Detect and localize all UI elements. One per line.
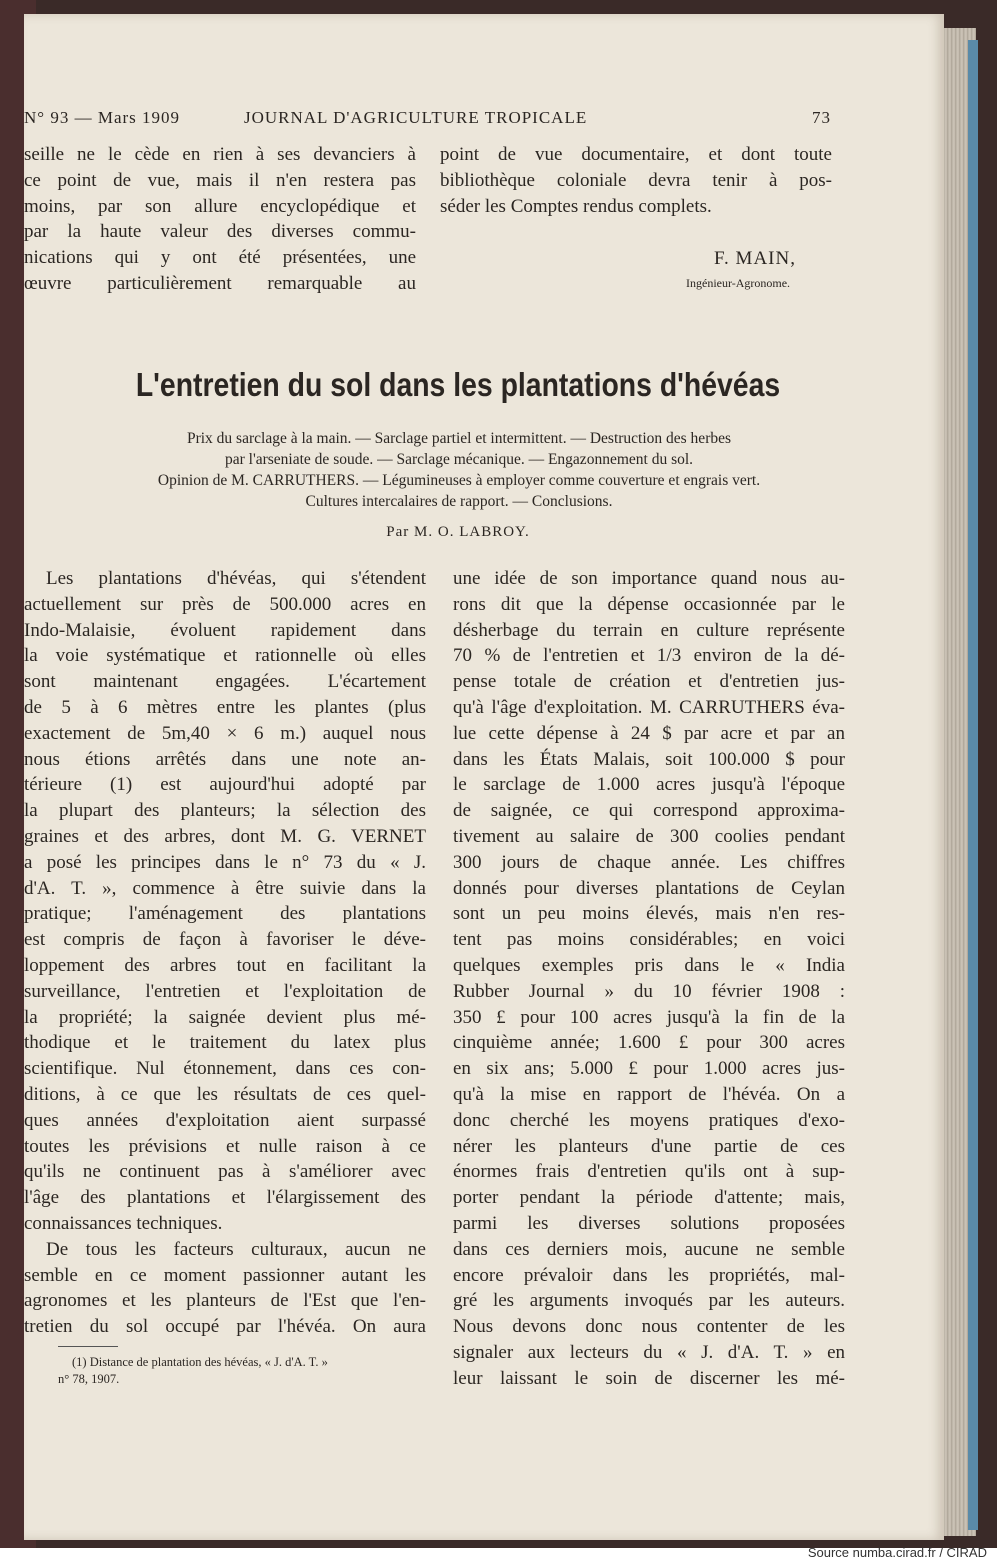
text-line: leur laissant le soin de discerner les mé- bbox=[453, 1367, 845, 1389]
text-line: Nous devons donc nous contenter de les bbox=[453, 1316, 845, 1338]
text-line: en six ans; 5.000 £ pour 1.000 acres jus- bbox=[453, 1058, 845, 1080]
text-line: la plupart des planteurs; la sélection des bbox=[24, 800, 426, 822]
text-line: 350 £ pour 100 acres jusqu'à la fin de la bbox=[453, 1006, 845, 1028]
article-summary bbox=[64, 428, 854, 512]
text-line: ditions, à ce que les résultats de ces quel- bbox=[24, 1083, 426, 1105]
body-left-column bbox=[24, 566, 426, 1340]
text-line: lue cette dépense à 24 $ par acre et par an bbox=[453, 722, 845, 744]
text-line: Les plantations d'hévéas, qui s'étendent bbox=[46, 568, 426, 589]
text-line: tent pas moins considérables; en voici bbox=[453, 929, 845, 951]
text-line: dans ces derniers mois, aucune ne semble bbox=[453, 1238, 845, 1260]
article-title: L'entretien du sol dans les plantations d'hévéas bbox=[135, 366, 781, 403]
text-line: scientifique. Nul étonnement, dans ces con- bbox=[24, 1058, 426, 1080]
text-line: a posé les principes dans le n° 73 du « J. bbox=[24, 851, 426, 873]
text-line: sont maintenant engagées. L'écartement bbox=[24, 671, 426, 693]
footnote-line: n° 78, 1907. bbox=[58, 1372, 120, 1386]
text-line: agronomes et les planteurs de l'Est que l'en- bbox=[24, 1290, 426, 1312]
header-issue: N° 93 — Mars 1909 bbox=[24, 108, 181, 127]
text-line: thodique et le traitement du latex plus bbox=[24, 1032, 426, 1054]
footnote bbox=[58, 1354, 458, 1388]
page-sheet bbox=[24, 14, 944, 1540]
text-line: rons dit que la dépense occasionnée par le bbox=[453, 593, 845, 615]
text-line: donc cherché les moyens pratiques d'exo- bbox=[453, 1109, 845, 1131]
text-line: cinquième année; 1.600 £ pour 300 acres bbox=[453, 1032, 845, 1054]
text-line: 300 jours de chaque année. Les chiffres bbox=[453, 851, 845, 873]
text-line: ce point de vue, mais il n'en restera pas bbox=[24, 169, 416, 191]
text-line: De tous les facteurs culturaux, aucun ne bbox=[46, 1238, 426, 1260]
text-line: tivement au salaire de 300 coolies pendant bbox=[453, 825, 845, 847]
header-journal: JOURNAL D'AGRICULTURE TROPICALE bbox=[244, 108, 588, 127]
text-line: d'A. T. », commence à être suivie dans la bbox=[24, 877, 426, 899]
text-line: moins, par son allure encyclopédique et bbox=[24, 195, 416, 217]
text-line: désherbage du terrain en culture représente bbox=[453, 619, 845, 641]
text-line: pratique; l'aménagement des plantations bbox=[24, 903, 426, 925]
summary-line: Prix du sarclage à la main. — Sarclage partiel et intermittent. — Destruction des herbes bbox=[186, 430, 732, 447]
body-right-column bbox=[453, 566, 845, 1392]
text-line: point de vue documentaire, et dont toute bbox=[440, 144, 832, 165]
blue-cover-tab bbox=[968, 40, 978, 1530]
text-line: séder les Comptes rendus complets. bbox=[440, 195, 712, 217]
text-line: parmi les diverses solutions proposées bbox=[453, 1212, 845, 1234]
text-line: la voie systématique et rationnelle où elles bbox=[24, 645, 426, 667]
top-left-column bbox=[24, 142, 416, 297]
text-line: connaissances techniques. bbox=[24, 1212, 223, 1234]
text-line: surveillance, l'entretien et l'exploitation de bbox=[24, 980, 426, 1002]
text-line: ques années d'exploitation aient surpassé bbox=[24, 1109, 426, 1131]
text-line: le sarclage de 1.000 acres jusqu'à l'époque bbox=[453, 774, 845, 796]
signature-title: Ingénieur-Agronome. bbox=[686, 276, 791, 290]
text-line: Rubber Journal » du 10 février 1908 : bbox=[453, 980, 845, 1002]
text-line: par la haute valeur des diverses commu- bbox=[24, 221, 416, 243]
text-line: 70 % de l'entretien et 1/3 environ de la dé- bbox=[453, 645, 845, 667]
text-line: signaler aux lecteurs du « J. d'A. T. » en bbox=[453, 1341, 845, 1363]
top-right-column bbox=[440, 142, 832, 219]
summary-line: Cultures intercalaires de rapport. — Conclusions. bbox=[305, 493, 613, 510]
text-line: semble en ce moment passionner autant les bbox=[24, 1264, 426, 1286]
text-line: de 5 à 6 mètres entre les plantes (plus bbox=[24, 696, 426, 718]
text-line: qu'à la mise en rapport de l'hévéa. On a bbox=[453, 1083, 845, 1105]
text-line: dans les États Malais, soit 100.000 $ pour bbox=[453, 748, 845, 770]
text-line: encore prévaloir dans les propriétés, mal- bbox=[453, 1264, 845, 1286]
footnote-line: (1) Distance de plantation des hévéas, « J. d'A. T. » bbox=[72, 1355, 328, 1369]
text-line: loppement des arbres tout en facilitant la bbox=[24, 954, 426, 976]
text-line: énormes frais d'entretien qu'ils ont à sup- bbox=[453, 1161, 845, 1183]
text-line: l'âge des plantations et l'élargissement des bbox=[24, 1187, 426, 1209]
text-line: toutes les prévisions et nulle raison à ce bbox=[24, 1135, 426, 1157]
text-line: qu'ils ne continuent pas à s'améliorer avec bbox=[24, 1161, 426, 1183]
source-credit: Source numba.cirad.fr / CIRAD bbox=[807, 1545, 987, 1560]
text-line: la propriété; la saignée devient plus mé- bbox=[24, 1006, 426, 1028]
text-line: donnés pour diverses plantations de Ceylan bbox=[453, 877, 845, 899]
header-page-number: 73 bbox=[812, 108, 831, 127]
text-line: nications qui y ont été présentées, une bbox=[24, 247, 416, 269]
text-line: térieure (1) est aujourd'hui adopté par bbox=[24, 774, 426, 796]
text-line: œuvre particulièrement remarquable au bbox=[24, 272, 416, 294]
text-line: de saignée, ce qui correspond approxima- bbox=[453, 800, 845, 822]
text-line: est compris de façon à favoriser le déve- bbox=[24, 929, 426, 951]
text-line: Indo-Malaisie, évoluent rapidement dans bbox=[24, 619, 426, 641]
text-line: tretien du sol occupé par l'hévéa. On aura bbox=[24, 1316, 426, 1338]
summary-line: par l'arseniate de soude. — Sarclage mécanique. — Engazonnement du sol. bbox=[224, 451, 694, 468]
text-line: qu'à l'âge d'exploitation. M. CARRUTHERS éva- bbox=[453, 696, 845, 718]
text-line: nous étions arrêtés dans une note an- bbox=[24, 748, 426, 770]
text-line: actuellement sur près de 500.000 acres en bbox=[24, 593, 426, 615]
text-line: une idée de son importance quand nous au- bbox=[453, 568, 845, 589]
text-line: porter pendant la période d'attente; mais, bbox=[453, 1187, 845, 1209]
text-line: pense totale de création et d'entretien jus- bbox=[453, 671, 845, 693]
footnote-rule bbox=[58, 1346, 118, 1347]
text-line: quelques exemples pris dans le « India bbox=[453, 954, 845, 976]
text-line: nérer les planteurs d'une partie de ces bbox=[453, 1135, 845, 1157]
text-line: bibliothèque coloniale devra tenir à pos- bbox=[440, 169, 832, 191]
article-byline: Par M. O. LABROY. bbox=[386, 524, 530, 540]
text-line: gré les arguments invoqués par les auteurs. bbox=[453, 1290, 845, 1312]
text-line: graines et des arbres, dont M. G. VERNET bbox=[24, 825, 426, 847]
text-line: sont un peu moins élevés, mais n'en res- bbox=[453, 903, 845, 925]
summary-line: Opinion de M. CARRUTHERS. — Légumineuses à employer comme couverture et engrais vert. bbox=[157, 472, 761, 489]
text-line: seille ne le cède en rien à ses devanciers à bbox=[24, 144, 416, 165]
signature-name: F. MAIN, bbox=[714, 248, 796, 269]
text-line: exactement de 5m,40 × 6 m.) auquel nous bbox=[24, 722, 426, 744]
